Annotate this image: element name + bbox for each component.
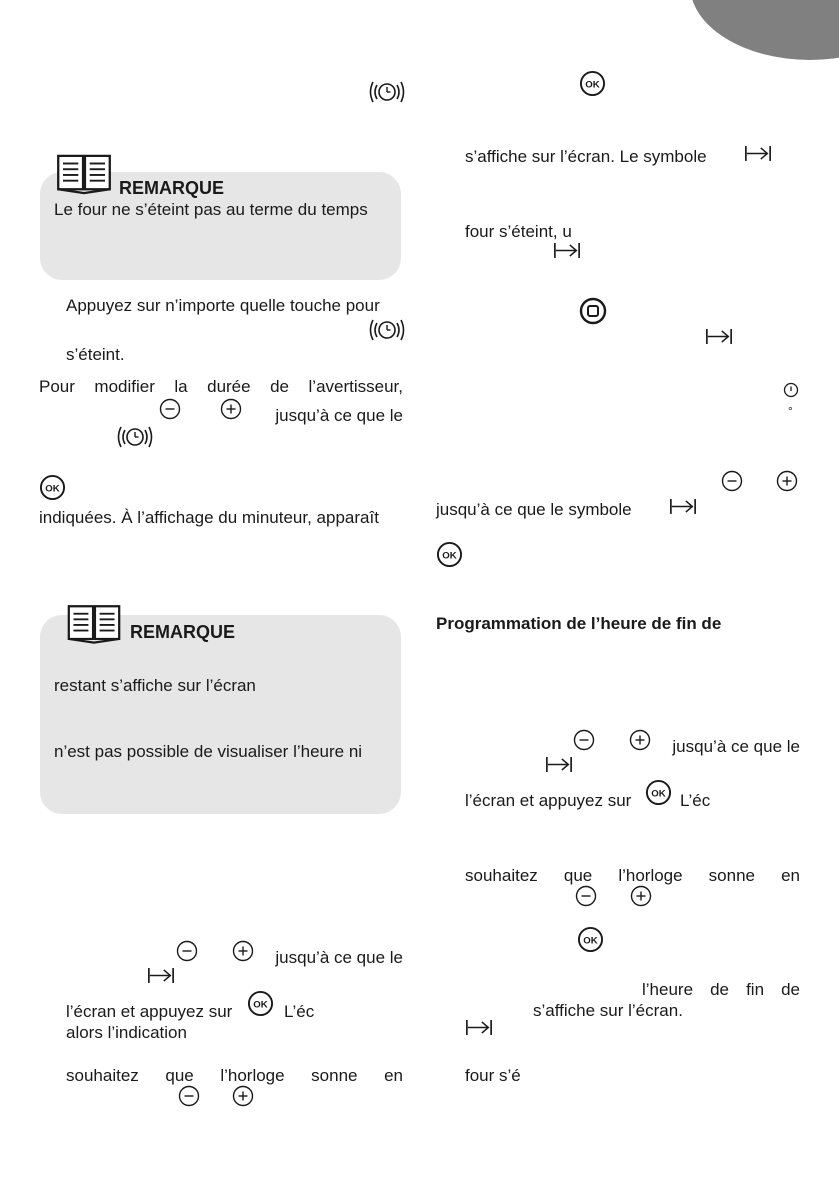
- end-time-icon: [744, 144, 772, 163]
- minus-button-icon: [178, 1085, 200, 1107]
- instruction-text: s’affiche sur l’écran.: [533, 1001, 683, 1020]
- end-time-icon: [465, 1018, 493, 1037]
- instruction-text: s’affiche sur l’écran. Le symbole: [465, 147, 707, 166]
- instruction-text: s’éteint.: [66, 345, 125, 364]
- note-text: Le four ne s’éteint pas au terme du temps: [54, 200, 368, 219]
- instruction-text: l’écran et appuyez sur: [465, 791, 632, 810]
- note-title: REMARQUE: [130, 622, 236, 642]
- plus-button-icon: [776, 470, 798, 492]
- instruction-text: jusqu’à ce que le: [275, 406, 403, 425]
- ok-button-icon: [247, 990, 274, 1017]
- stop-button-icon: [579, 297, 607, 325]
- instruction-text: jusqu’à ce que le symbole: [436, 500, 632, 519]
- instruction-text: souhaitez que l’horloge sonne en: [66, 1066, 403, 1085]
- note-text: restant s’affiche sur l’écran: [54, 676, 256, 695]
- end-time-icon: [553, 241, 581, 260]
- instruction-text: souhaitez que l’horloge sonne en: [465, 866, 800, 885]
- end-time-icon: [669, 497, 697, 516]
- instruction-text: indiquées. À l’affichage du minuteur, apparaît: [39, 508, 379, 527]
- end-time-icon: [705, 327, 733, 346]
- ok-button-icon: [436, 541, 463, 568]
- instruction-text: jusqu’à ce que le: [275, 948, 403, 967]
- instruction-text: Appuyez sur n’importe quelle touche pour: [66, 296, 380, 315]
- note-text: n’est pas possible de visualiser l’heure ni: [54, 742, 363, 761]
- instruction-text: four s’éteint, u: [465, 222, 572, 241]
- page-corner-tab: [690, 0, 839, 60]
- degree-mark: °: [788, 404, 793, 418]
- minus-button-icon: [176, 940, 198, 962]
- alarm-icon: [369, 79, 405, 105]
- alarm-icon: [117, 424, 153, 450]
- minus-button-icon: [159, 398, 181, 420]
- plus-button-icon: [629, 729, 651, 751]
- book-icon: [55, 153, 113, 195]
- instruction-text: l’écran et appuyez sur: [66, 1002, 233, 1021]
- ok-button-icon: [39, 474, 66, 501]
- section-heading: Programmation de l’heure de fin de: [436, 614, 722, 633]
- instruction-text: l’heure de fin de: [642, 980, 800, 999]
- plus-button-icon: [232, 940, 254, 962]
- ok-button-icon: [645, 779, 672, 806]
- end-time-icon: [545, 755, 573, 774]
- instruction-text: L’éc: [284, 1002, 315, 1021]
- minus-button-icon: [575, 885, 597, 907]
- power-icon: [783, 382, 799, 398]
- alarm-icon: [369, 317, 405, 343]
- instruction-text: alors l’indication: [66, 1023, 187, 1042]
- minus-button-icon: [573, 729, 595, 751]
- minus-button-icon: [721, 470, 743, 492]
- plus-button-icon: [232, 1085, 254, 1107]
- instruction-text: four s’é: [465, 1066, 521, 1085]
- note-title: REMARQUE: [119, 178, 225, 198]
- plus-button-icon: [630, 885, 652, 907]
- instruction-text: L’éc: [680, 791, 711, 810]
- ok-button-icon: [579, 70, 606, 97]
- book-icon: [66, 603, 122, 645]
- end-time-icon: [147, 966, 175, 985]
- instruction-text: Pour modifier la durée de l’avertisseur,: [39, 377, 403, 396]
- plus-button-icon: [220, 398, 242, 420]
- instruction-text: jusqu’à ce que le: [672, 737, 800, 756]
- ok-button-icon: [577, 926, 604, 953]
